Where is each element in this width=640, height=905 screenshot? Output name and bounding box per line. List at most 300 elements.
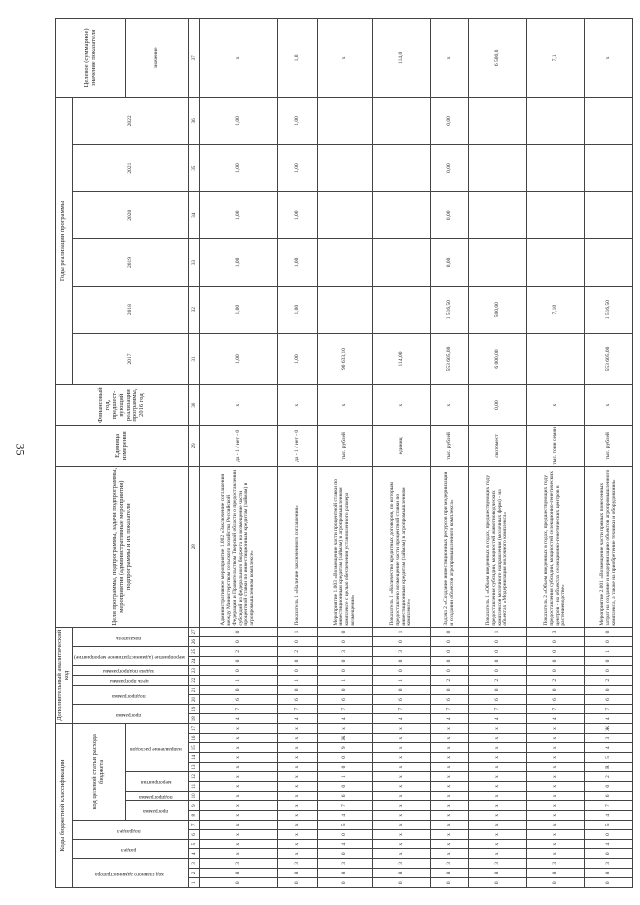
code-cell: 0 (585, 685, 633, 695)
final-value-cell: х (318, 19, 373, 98)
code-cell: 7 (585, 801, 633, 811)
code-cell: 8 (278, 868, 318, 878)
code-cell: х (278, 781, 318, 791)
final-value-cell: 114,0 (373, 19, 431, 98)
code-cell: 7 (200, 704, 278, 714)
code-cell: х (527, 733, 585, 743)
code-cell: х (373, 772, 431, 782)
code-cell: х (527, 830, 585, 840)
code-cell: х (278, 849, 318, 859)
column-number: 22 (189, 675, 200, 685)
code-cell: х (527, 810, 585, 820)
code-cell: х (431, 830, 469, 840)
fin-year-cell: х (200, 385, 278, 426)
code-cell: 0 (585, 830, 633, 840)
value-2021-cell: 0,00 (431, 145, 469, 192)
code-cell: х (278, 772, 318, 782)
code-cell: х (278, 791, 318, 801)
column-number: 36 (189, 97, 200, 144)
fin-year-cell: х (278, 385, 318, 426)
code-cell: х (469, 810, 527, 820)
column-number: 8 (189, 810, 200, 820)
code-cell: 0 (469, 656, 527, 666)
code-cell: 1 (373, 627, 431, 637)
goal-text-cell: Административное мероприятие 1.002 «Заключение соглашения между Министерством сельского хозяйства Российской Федерации и Правительством Тверской области о предоставлении субсидий из федерального бюджета на возмещение части процентной ставки по инвестиционным кредитам (займам) в агропромышленном комплексе» (200, 466, 278, 627)
final-value-subheader: значение (126, 19, 189, 98)
code-cell: х (527, 820, 585, 830)
code-cell: х (373, 762, 431, 772)
code-cell: х (431, 801, 469, 811)
code-cell: х (469, 762, 527, 772)
code-cell: 0 (373, 685, 431, 695)
code-cell: х (373, 849, 431, 859)
code-cell: х (431, 724, 469, 734)
value-2019-cell (318, 239, 373, 286)
goal-program-header: цель программы (109, 678, 149, 685)
code-cell: 8 (200, 868, 278, 878)
code-cell: 7 (585, 704, 633, 714)
column-number: 30 (189, 385, 200, 426)
code-cell: х (200, 781, 278, 791)
code-cell: 0 (278, 878, 318, 888)
code-cell: 4 (318, 810, 373, 820)
code-cell: 9 (318, 743, 373, 753)
code-cell: 3 (278, 859, 318, 869)
code-cell: 1 (318, 675, 373, 685)
code-cell: х (431, 743, 469, 753)
value-2017-cell: 6 000,00 (469, 333, 527, 384)
column-number: 29 (189, 425, 200, 466)
final-value-cell: х (200, 19, 278, 98)
code-cell: 0 (200, 878, 278, 888)
value-2021-cell: 1,00 (278, 145, 318, 192)
year-2019-header: 2019 (72, 239, 189, 286)
code-cell: х (527, 762, 585, 772)
code-cell: х (431, 762, 469, 772)
value-2020-cell: 0,00 (431, 192, 469, 239)
code-cell: х (373, 810, 431, 820)
code-cell: 0 (200, 666, 278, 676)
column-number: 31 (189, 333, 200, 384)
code-cell: х (200, 772, 278, 782)
value-2020-cell (318, 192, 373, 239)
code-cell: х (469, 733, 527, 743)
code-cell: 0 (527, 878, 585, 888)
value-2017-cell: 1,00 (200, 333, 278, 384)
code-cell: х (200, 791, 278, 801)
code-cell: х (469, 801, 527, 811)
code-cell: х (200, 849, 278, 859)
value-2019-cell (373, 239, 431, 286)
extra-code-header: Дополнительный аналитический код (56, 627, 73, 723)
code-cell: 3 (527, 859, 585, 869)
column-number: 4 (189, 849, 200, 859)
code-cell: х (373, 724, 431, 734)
goal-text-cell: Показатель 1 «Объем введенных в годах, предшествующих году предоставления субсидии, мощностей животноводческих комплексов молочного направления (молочных ферм) - на объектах «Модернизация молочного комплекса» (469, 466, 527, 627)
code-cell: х (373, 801, 431, 811)
code-cell: х (200, 724, 278, 734)
table-row (373, 19, 431, 888)
code-cell: х (527, 743, 585, 753)
goal-text-cell: Задача 2 «Создание инвестиционных ресурсов при модернизации и создании объектов агропромышленного комплекса» (431, 466, 469, 627)
value-2019-cell (585, 239, 633, 286)
fin-year-cell: х (318, 385, 373, 426)
column-number: 14 (189, 753, 200, 763)
code-cell: 0 (318, 656, 373, 666)
code-cell: 1 (469, 627, 527, 637)
column-number: 1 (189, 878, 200, 888)
code-cell: 7 (278, 704, 318, 714)
table-row (318, 19, 373, 888)
value-2017-cell: 553 605,00 (585, 333, 633, 384)
code-cell: х (527, 724, 585, 734)
code-cell: 4 (585, 839, 633, 849)
column-number: 11 (189, 781, 200, 791)
code-cell: 0 (469, 637, 527, 647)
code-cell: Ж (585, 724, 633, 734)
code-cell: х (278, 753, 318, 763)
year-2020-header: 2020 (72, 192, 189, 239)
code-cell: 3 (318, 646, 373, 656)
value-2020-cell (469, 192, 527, 239)
code-cell: 6 (278, 695, 318, 705)
code-cell: х (527, 781, 585, 791)
code-cell: 0 (200, 685, 278, 695)
code-cell: х (431, 733, 469, 743)
extra-program-header: программа (116, 711, 142, 718)
code-cell: х (278, 839, 318, 849)
code-cell: 6 (318, 791, 373, 801)
article-code-header: код целевой статьи расхода бюджета (72, 724, 126, 820)
code-cell: 0 (527, 646, 585, 656)
code-cell: 0 (585, 637, 633, 647)
code-cell: х (200, 753, 278, 763)
code-cell: 5 (318, 820, 373, 830)
code-cell: 6 (585, 791, 633, 801)
value-2019-cell: 1,00 (278, 239, 318, 286)
column-number: 32 (189, 286, 200, 333)
code-cell: х (431, 772, 469, 782)
code-cell: 0 (318, 762, 373, 772)
column-number: 13 (189, 762, 200, 772)
code-cell: 2 (200, 646, 278, 656)
final-value-cell: 1,0 (278, 19, 318, 98)
value-2017-cell: 1,00 (278, 333, 318, 384)
value-2021-cell (373, 145, 431, 192)
code-cell: 4 (469, 714, 527, 724)
code-cell: х (431, 781, 469, 791)
goal-text-cell: Показатель 2 «Объем введенных в годах, предшествующих году предоставления субсидии, мощностей селекционно-генетических центров - на объектах селекционно-генетических центров в растениеводстве» (527, 466, 585, 627)
value-2022-cell (469, 97, 527, 144)
event-header: мероприятие (административное мероприятие) (73, 654, 185, 661)
value-2017-cell: 553 605,00 (431, 333, 469, 384)
code-cell: х (469, 791, 527, 801)
code-cell: 0 (200, 627, 278, 637)
code-cell: х (200, 839, 278, 849)
unit-cell: тыс. рублей (431, 425, 469, 466)
code-cell: х (527, 801, 585, 811)
code-cell: х (278, 743, 318, 753)
column-number: 19 (189, 704, 200, 714)
fin-year-cell: 0,00 (469, 385, 527, 426)
program-code-header: программа (143, 808, 169, 815)
code-cell: 6 (431, 695, 469, 705)
code-cell: 0 (469, 685, 527, 695)
code-cell: 2 (431, 675, 469, 685)
column-number: 17 (189, 724, 200, 734)
value-2022-cell (527, 97, 585, 144)
code-cell: 6 (318, 695, 373, 705)
event-code-header: мероприятия (140, 779, 172, 786)
value-2019-cell: 0,00 (431, 239, 469, 286)
code-cell: 0 (469, 666, 527, 676)
code-cell: 0 (318, 753, 373, 763)
column-number: 10 (189, 791, 200, 801)
code-cell: 3 (373, 646, 431, 656)
code-cell: 0 (373, 666, 431, 676)
code-cell: х (527, 753, 585, 763)
value-2021-cell (469, 145, 527, 192)
column-number: 35 (189, 145, 200, 192)
code-cell: х (200, 733, 278, 743)
code-cell: 0 (585, 656, 633, 666)
unit-cell: тыс. рублей (318, 425, 373, 466)
fin-year-cell: х (527, 385, 585, 426)
code-cell: х (373, 830, 431, 840)
fin-year-header: Финансовый год, предшест-вующий реализации программы, 2016 год (56, 385, 189, 426)
code-cell: 0 (469, 878, 527, 888)
subsection-header: подраздел (117, 827, 141, 834)
column-number: 5 (189, 839, 200, 849)
code-cell: х (527, 791, 585, 801)
code-cell: 7 (469, 704, 527, 714)
code-cell: 4 (431, 714, 469, 724)
code-cell: 1 (278, 675, 318, 685)
code-cell: х (373, 781, 431, 791)
code-cell: 0 (431, 685, 469, 695)
code-cell: х (200, 743, 278, 753)
value-2018-cell: 1 516,50 (585, 286, 633, 333)
code-cell: 4 (318, 839, 373, 849)
table-row (278, 19, 318, 888)
code-cell: 6 (200, 695, 278, 705)
column-number: 12 (189, 772, 200, 782)
code-cell: х (278, 762, 318, 772)
value-2021-cell (585, 145, 633, 192)
code-cell: 0 (431, 637, 469, 647)
column-number: 33 (189, 239, 200, 286)
code-cell: х (373, 733, 431, 743)
table-body (200, 19, 633, 888)
column-number: 27 (189, 627, 200, 637)
value-2018-cell (373, 286, 431, 333)
code-cell: 3 (585, 859, 633, 869)
value-2022-cell (373, 97, 431, 144)
code-cell: 4 (200, 714, 278, 724)
code-cell: х (278, 820, 318, 830)
code-cell: х (469, 781, 527, 791)
code-cell: 0 (431, 627, 469, 637)
column-number-row (189, 19, 200, 888)
code-cell: 0 (431, 656, 469, 666)
code-cell: 4 (585, 810, 633, 820)
value-2018-cell: 1,00 (200, 286, 278, 333)
code-cell: 0 (585, 666, 633, 676)
code-cell: х (469, 839, 527, 849)
code-cell: 0 (527, 666, 585, 676)
code-cell: 0 (431, 666, 469, 676)
table-row (469, 19, 527, 888)
value-2018-cell: 500,00 (469, 286, 527, 333)
goal-text-cell: Показатель 1 «Количество кредитных договоров, по которым предоставлено возмещение части процентной ставки по инвестиционным кредитам (займам) в агропромышленном комплексе» (373, 466, 431, 627)
code-cell: 7 (318, 704, 373, 714)
code-cell: х (373, 791, 431, 801)
budget-classification-header: Коды бюджетной классификации (56, 724, 73, 888)
fin-year-cell: х (585, 385, 633, 426)
code-cell: 0 (431, 878, 469, 888)
code-cell: 0 (585, 849, 633, 859)
code-cell: 0 (318, 781, 373, 791)
code-cell: х (278, 733, 318, 743)
value-2018-cell (318, 286, 373, 333)
value-2022-cell: 0,00 (431, 97, 469, 144)
value-2020-cell (373, 192, 431, 239)
column-number: 37 (189, 19, 200, 98)
code-cell: 0 (527, 656, 585, 666)
code-cell: 0 (318, 849, 373, 859)
code-cell: х (431, 753, 469, 763)
code-cell: 6 (585, 695, 633, 705)
indicator-header: показатель (116, 634, 142, 641)
code-cell: х (278, 724, 318, 734)
subprogram-code-header: подпрограмма (139, 793, 173, 800)
code-cell: 0 (469, 646, 527, 656)
code-cell: 0 (278, 666, 318, 676)
section-header: раздел (121, 846, 137, 853)
column-number: 24 (189, 656, 200, 666)
fin-year-cell: х (373, 385, 431, 426)
code-cell: х (527, 772, 585, 782)
code-cell: 0 (585, 627, 633, 637)
code-cell: 5 (585, 753, 633, 763)
final-value-header: Целевое (суммарное) значение показателя (56, 19, 126, 98)
column-number: 26 (189, 637, 200, 647)
code-cell: 7 (318, 801, 373, 811)
code-cell: х (373, 839, 431, 849)
code-cell: 7 (431, 704, 469, 714)
code-cell: х (318, 724, 373, 734)
code-cell: 1 (373, 675, 431, 685)
code-cell: R (585, 762, 633, 772)
value-2022-cell (585, 97, 633, 144)
code-cell: 0 (278, 637, 318, 647)
code-cell: 8 (431, 868, 469, 878)
direction-code-header: направление расходов (129, 745, 182, 752)
code-cell: Ж (318, 733, 373, 743)
code-cell: х (431, 820, 469, 830)
code-cell: х (200, 830, 278, 840)
code-cell: 8 (527, 868, 585, 878)
column-number: 20 (189, 695, 200, 705)
code-cell: 0 (318, 637, 373, 647)
year-2022-header: 2022 (72, 97, 189, 144)
code-cell: 1 (585, 646, 633, 656)
column-number: 18 (189, 714, 200, 724)
column-number: 2 (189, 868, 200, 878)
value-2021-cell (527, 145, 585, 192)
goal-text-cell: Показатель 1 «Наличие заключенного соглашения» (278, 466, 318, 627)
unit-cell: да - 1 / нет - 0 (278, 425, 318, 466)
code-cell: 0 (200, 656, 278, 666)
value-2018-cell: 7,10 (527, 286, 585, 333)
value-2021-cell (318, 145, 373, 192)
column-number: 21 (189, 685, 200, 695)
year-2018-header: 2018 (72, 286, 189, 333)
final-value-cell: х (585, 19, 633, 98)
table-row (431, 19, 469, 888)
code-cell: 0 (585, 878, 633, 888)
code-cell: 8 (469, 868, 527, 878)
code-cell: х (278, 830, 318, 840)
table-row (585, 19, 633, 888)
value-2019-cell (469, 239, 527, 286)
code-cell: 0 (527, 637, 585, 647)
goal-text-cell: Мероприятие 1.003 «Возмещение части процентной ставки по инвестиционным кредитам (займам) в агропромышленном комплексе с целью обеспечения установленного размера возмещения» (318, 466, 373, 627)
code-cell: 2 (469, 675, 527, 685)
code-cell: 1 (200, 675, 278, 685)
column-number: 15 (189, 743, 200, 753)
code-cell: 6 (373, 695, 431, 705)
value-2017-cell (527, 333, 585, 384)
column-number: 28 (189, 466, 200, 627)
code-cell: 0 (278, 685, 318, 695)
code-cell: 3 (200, 859, 278, 869)
value-2018-cell: 1 516,50 (431, 286, 469, 333)
code-cell: х (278, 810, 318, 820)
value-2022-cell (318, 97, 373, 144)
code-cell: 8 (585, 868, 633, 878)
table-row (527, 19, 585, 888)
value-2020-cell: 1,00 (278, 192, 318, 239)
value-2021-cell: 1,00 (200, 145, 278, 192)
value-2019-cell: 1,00 (200, 239, 278, 286)
code-cell: х (469, 820, 527, 830)
code-cell: 0 (278, 656, 318, 666)
extra-subprogram-header: подпрограмма (112, 692, 146, 699)
unit-cell: тыс. тонн семян (527, 425, 585, 466)
unit-cell: единиц (373, 425, 431, 466)
goal-text-cell: Мероприятие 2.001 «Возмещение части прямых понесенных затрат на создание и модернизацию объектов агропромышленного комплекса, а также на приобретение техники и оборудования» (585, 466, 633, 627)
code-cell: 0 (200, 637, 278, 647)
final-value-cell: 7,1 (527, 19, 585, 98)
code-cell: 4 (278, 714, 318, 724)
code-cell: х (527, 849, 585, 859)
code-cell: 3 (585, 733, 633, 743)
code-cell: 5 (585, 820, 633, 830)
code-cell: 0 (318, 878, 373, 888)
code-cell: х (373, 820, 431, 830)
value-2020-cell: 1,00 (200, 192, 278, 239)
code-cell: х (200, 801, 278, 811)
final-value-cell: х (431, 19, 469, 98)
code-cell: 8 (373, 868, 431, 878)
value-2020-cell (585, 192, 633, 239)
code-cell: х (373, 753, 431, 763)
year-2017-header: 2017 (72, 333, 189, 384)
table-row (200, 19, 278, 888)
code-cell: х (527, 839, 585, 849)
code-cell: 0 (527, 685, 585, 695)
